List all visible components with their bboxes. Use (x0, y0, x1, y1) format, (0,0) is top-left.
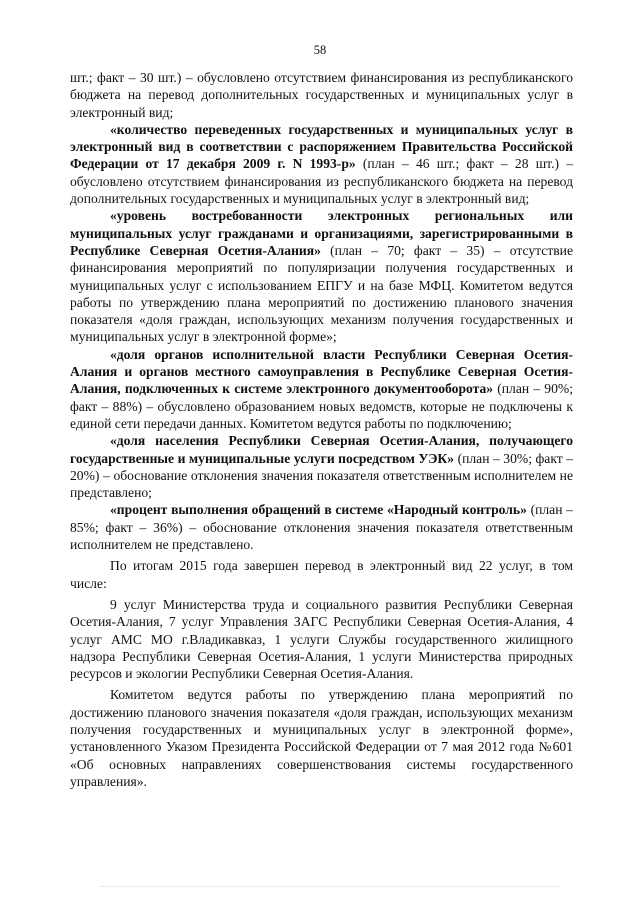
page-number: 58 (313, 43, 327, 57)
paragraph-text: Комитетом ведутся работы по утверждению плана мероприятий по достижению планового значения показателя «доля граждан, использующих механизм получения государственных и муниципальных услуг в электронной форме», установленного Указом Президента Российской Федерации от 7 мая 2012 года №601 «Об основных направлениях совершенствования системы государственного управления». (70, 687, 573, 789)
indicator-name: «доля населения Республики Северная Осетия-Алания, получающего государственные и муниципальные услуги посредством УЭК» (70, 433, 573, 466)
indicator-name: «процент выполнения обращений в системе «Народный контроль» (110, 502, 527, 518)
indicator-name: «доля органов исполнительной власти Республики Северная Осетия-Алания и органов местного самоуправления в Республике Северная Осетия-Алания, подключенных к системе электронного документооборота» (70, 346, 573, 397)
paragraph (70, 686, 573, 790)
paragraph (70, 121, 573, 207)
paragraph (70, 557, 573, 592)
paragraph (70, 69, 573, 121)
paragraph-text: По итогам 2015 года завершен перевод в электронный вид 22 услуг, в том числе: (70, 558, 573, 591)
paragraph-text: (план – 30%; факт – 20%) – обоснование отклонения значения показателя ответственным исполнителем не представлено; (70, 450, 573, 501)
paragraph (70, 596, 573, 682)
paragraph (70, 501, 573, 553)
paragraph (70, 207, 573, 345)
indicator-name: «уровень востребованности электронных региональных или муниципальных услуг гражданами и организациями, зарегистрированными в Республике Северная Осетия-Алания» (70, 208, 573, 258)
paragraph-text: шт.; факт – 30 шт.) – обусловлено отсутствием финансирования из республиканского бюджета на перевод дополнительных государственных и муниципальных услуг в электронный вид; (70, 70, 573, 120)
scan-artifact (100, 886, 560, 889)
paragraph-text: (план – 70; факт – 35) – отсутствие финансирования мероприятий по популяризации получения государственных и муниципальных услуг с использованием ЕПГУ и на базе МФЦ. Комитетом ведутся работы по утверждению плана мероприятий по достижению планового значения показателя «доля граждан, использующих механизм получения государственных и муниципальных услуг в электронной форме»; (70, 242, 573, 345)
paragraph-text: (план – 85%; факт – 36%) – обоснование отклонения значения показателя ответственным исполнителем не представлено. (70, 502, 573, 553)
indicator-name: «количество переведенных государственных и муниципальных услуг в электронный вид в соответствии с распоряжением Правительства Российской Федерации от 17 декабря 2009 г. N 1993-р» (70, 121, 573, 172)
paragraph (70, 432, 573, 501)
paragraph-text: 9 услуг Министерства труда и социального развития Республики Северная Осетия-Алания, 7 услуг Управления ЗАГС Республики Северная Осетия-Алания, 4 услуг АМС МО г.Владикавказ, 1 услуги Службы государственного жилищного надзора Республики Северная Осетия-Алания, 1 услуги Министерства природных ресурсов и экологии Республики Северная Осетия-Алания. (70, 596, 573, 682)
paragraph-text: (план – 46 шт.; факт – 28 шт.) – обусловлено отсутствием финансирования из республиканского бюджета на перевод дополнительных государственных и муниципальных услуг в электронный вид; (70, 156, 573, 207)
document-body (70, 69, 573, 790)
paragraph (70, 346, 573, 432)
paragraph-text: (план – 90%; факт – 88%) – обусловлено образованием новых ведомств, которые не подключены к единой сети передачи данных. Комитетом ведутся работы по подключению; (70, 381, 573, 431)
